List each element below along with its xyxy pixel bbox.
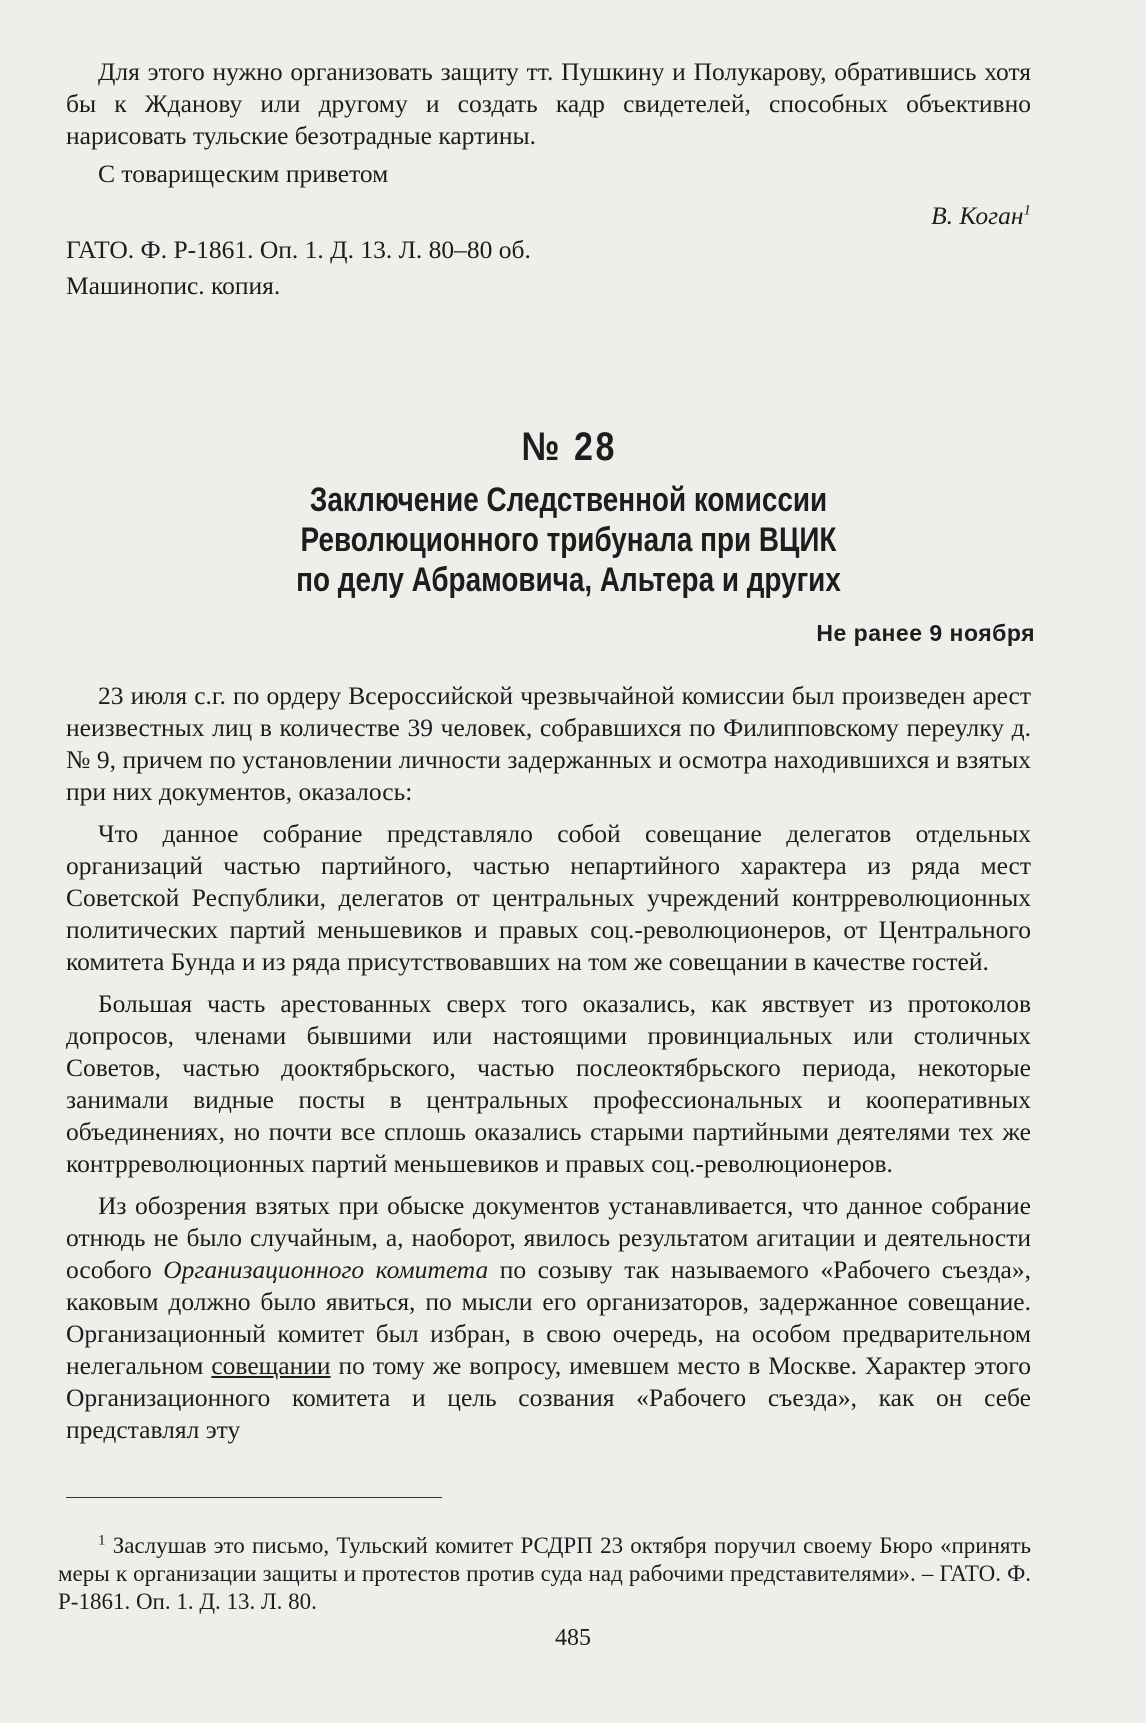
signature-footnote-mark: 1 [1023,202,1031,219]
previous-document-ending [66,56,1031,302]
paragraph-4-italic: Организационного комитета [163,1255,489,1284]
footnote-divider [66,1497,442,1498]
signature-name: В. Коган [931,201,1024,230]
body-paragraph-2: Что данное собрание представляло собой совещание делегатов отдельных организаций частью партийного, частью непартийного характера из ряда мест Советской Республики, делегатов от центральных учреждений контрреволюционных политических партий меньшевиков и правых соц.-революционеров, от Центрального комитета Бунда и из ряда присутствовавших на том же совещании в качестве гостей. [66,819,1031,976]
paragraph-4-part-a: Из обозрения взятых при обыске документов устанавливается, что данное собрание отнюдь не было случайным, а, наоборот, явилось результатом агитации и деятельности особого [66,1191,1031,1284]
footnote-mark: 1 [98,1532,106,1549]
document-body [66,680,1031,1446]
letter-paragraph: Для этого нужно организовать защиту тт. Пушкину и Полукарову, обратившись хотя бы к Жданову или другому и создать кадр свидетелей, способных объективно нарисовать тульские безотрадные картины. [66,57,1031,150]
signature-line [66,200,1031,232]
document-number: № 28 [521,425,617,469]
paragraph-4-underlined: совещании [211,1351,331,1380]
body-paragraph-1: 23 июля с.г. по ордеру Всероссийской чрезвычайной комиссии был произведен арест неизвестных лиц в количестве 39 человек, собравшихся по Филипповскому переулку д. № 9, причем по установлении личности задержанных и осмотра находившихся и взятых при них документов, оказалось: [66,681,1031,806]
greeting-line: С товарищеским приветом [98,159,389,188]
title-line-2: Революционного трибунала при ВЦИК [300,521,837,559]
archive-reference: ГАТО. Ф. Р-1861. Оп. 1. Д. 13. Л. 80–80 об. [66,235,531,264]
title-line-3: по делу Абрамовича, Альтера и других [296,561,841,599]
body-paragraph-4 [66,1190,1031,1446]
document-title [99,480,1039,600]
document-date: Не ранее 9 ноября [816,620,1035,646]
body-paragraph-3: Большая часть арестованных сверх того оказались, как явствует из протоколов допросов, членами бывшими или настоящими провинциальных или столичных Советов, частью дооктябрьского, частью послеоктябрьского периода, некоторые занимали видные посты в центральных профессиональных и кооперативных объединениях, но почти все сплошь оказались старыми партийными деятелями тех же контрреволюционных партий меньшевиков и правых соц.-революционеров. [66,989,1031,1178]
page-number: 485 [555,1625,591,1651]
title-line-1: Заключение Следственной комиссии [309,481,828,519]
footnote [58,1532,1031,1616]
paragraph-4-part-b: по созыву так называемого «Рабочего съезда», каковым должно было явиться, по мысли его организаторов, задержанное совещание. Организационный комитет был избран, в свою очередь, на особом предварительном нелегальном [66,1255,1031,1380]
footnote-text: Заслушав это письмо, Тульский комитет РСДРП 23 октября поручил своему Бюро «принять меры к организации защиты и протестов против суда над рабочими представителями». – ГАТО. Ф. Р-1861. Оп. 1. Д. 13. Л. 80. [58,1533,1031,1614]
paragraph-4-part-c: по тому же вопросу, имевшем место в Москве. Характер этого Организационного комитета и цель созвания «Рабочего съезда», как он себе представлял эту [66,1351,1031,1444]
copy-type: Машинопис. копия. [66,271,281,300]
